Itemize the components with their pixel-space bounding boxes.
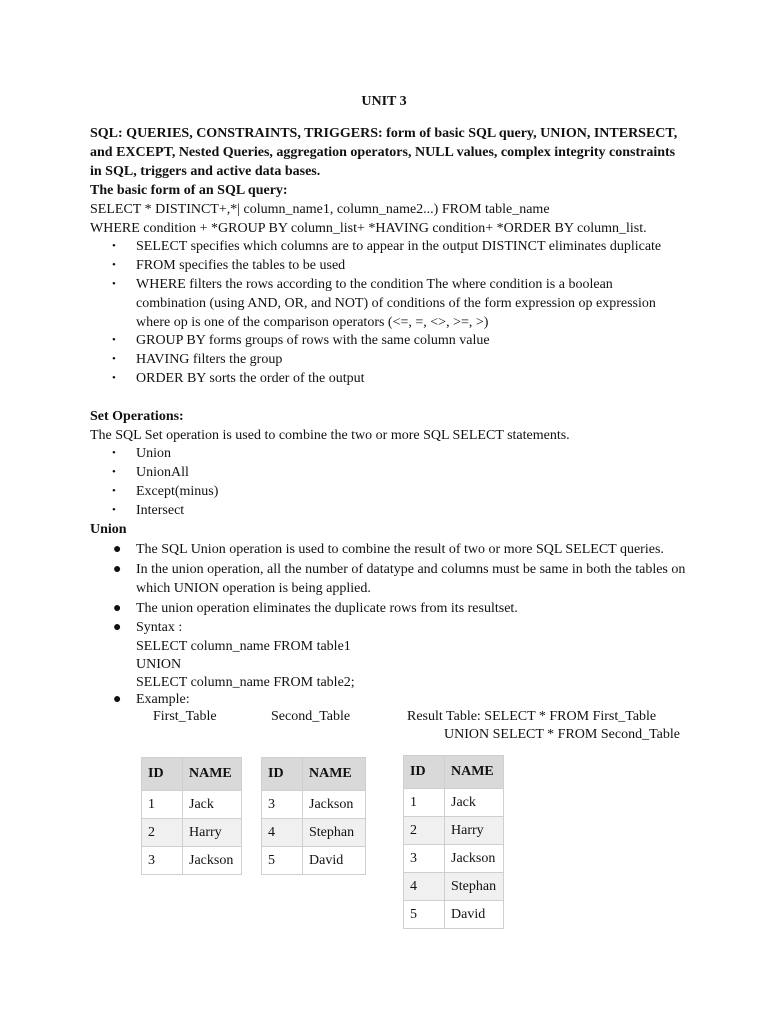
column-header-id: ID — [142, 758, 183, 791]
cell-name: Harry — [183, 819, 242, 847]
table-row — [142, 847, 242, 875]
bullet-select: SELECT specifies which columns are to appear in the output DISTINCT eliminates duplicate — [136, 239, 662, 254]
cell-name: Stephan — [445, 873, 504, 901]
bullet-glyph: ● — [113, 562, 122, 577]
set-op-union: Union — [136, 446, 171, 461]
union-heading: Union — [90, 522, 127, 537]
table-row — [404, 817, 504, 845]
column-header-id: ID — [262, 758, 303, 791]
first-table — [141, 757, 242, 875]
cell-id: 3 — [142, 847, 183, 875]
table-row — [262, 847, 366, 875]
cell-id: 3 — [262, 791, 303, 819]
table-row — [404, 845, 504, 873]
cell-name: David — [445, 901, 504, 929]
bullet-glyph: • — [112, 372, 116, 384]
column-header-name: NAME — [183, 758, 242, 791]
bullet-glyph: • — [112, 485, 116, 497]
bullet-glyph: • — [112, 447, 116, 459]
bullet-where-line-3: where op is one of the comparison operators (<=, =, <>, >=, >) — [136, 315, 489, 330]
bullet-glyph: • — [112, 334, 116, 346]
cell-id: 5 — [404, 901, 445, 929]
bullet-glyph: • — [112, 466, 116, 478]
union-bullet-1: The SQL Union operation is used to combine the result of two or more SQL SELECT queries. — [136, 542, 664, 557]
syntax-line-1: SELECT column_name FROM table1 — [136, 639, 351, 654]
union-bullet-2-line-1: In the union operation, all the number of datatype and columns must be same in both the tables on — [136, 562, 686, 577]
bullet-glyph: • — [112, 278, 116, 290]
result-table-label-line-1: Result Table: SELECT * FROM First_Table — [407, 709, 657, 724]
union-bullet-3: The union operation eliminates the duplicate rows from its resultset. — [136, 601, 518, 616]
table-row — [262, 791, 366, 819]
union-bullet-2-line-2: which UNION operation is being applied. — [136, 581, 371, 596]
second-table-label: Second_Table — [271, 709, 351, 724]
unit-title: UNIT 3 — [361, 94, 407, 109]
cell-id: 3 — [404, 845, 445, 873]
bullet-group-by: GROUP BY forms groups of rows with the same column value — [136, 333, 490, 348]
result-table-label-line-2: UNION SELECT * FROM Second_Table — [444, 727, 680, 742]
table-row — [404, 873, 504, 901]
set-op-union-all: UnionAll — [136, 465, 189, 480]
heading-line-3: in SQL, triggers and active data bases. — [90, 164, 321, 179]
cell-name: Jack — [445, 789, 504, 817]
set-op-except: Except(minus) — [136, 484, 219, 499]
cell-name: Jackson — [183, 847, 242, 875]
heading-line-1: SQL: QUERIES, CONSTRAINTS, TRIGGERS: form of basic SQL query, UNION, INTERSECT, — [90, 126, 678, 141]
cell-name: Jack — [183, 791, 242, 819]
column-header-id: ID — [404, 756, 445, 789]
result-table — [403, 755, 504, 929]
cell-name: David — [303, 847, 366, 875]
bullet-glyph: • — [112, 259, 116, 271]
bullet-glyph: ● — [113, 692, 122, 707]
cell-id: 4 — [404, 873, 445, 901]
set-operations-heading: Set Operations: — [90, 409, 184, 424]
cell-id: 1 — [404, 789, 445, 817]
cell-id: 1 — [142, 791, 183, 819]
cell-name: Harry — [445, 817, 504, 845]
set-operations-intro: The SQL Set operation is used to combine the two or more SQL SELECT statements. — [90, 428, 570, 443]
cell-id: 2 — [404, 817, 445, 845]
heading-line-2: and EXCEPT, Nested Queries, aggregation operators, NULL values, complex integrity constraints — [90, 145, 676, 160]
table-row — [142, 791, 242, 819]
syntax-line-3: SELECT column_name FROM table2; — [136, 675, 355, 690]
bullet-where-line-2: combination (using AND, OR, and NOT) of conditions of the form expression op expression — [136, 296, 656, 311]
bullet-order-by: ORDER BY sorts the order of the output — [136, 371, 365, 386]
table-row — [404, 789, 504, 817]
column-header-name: NAME — [303, 758, 366, 791]
bullet-glyph: ● — [113, 601, 122, 616]
cell-id: 2 — [142, 819, 183, 847]
cell-name: Jackson — [445, 845, 504, 873]
cell-id: 4 — [262, 819, 303, 847]
column-header-name: NAME — [445, 756, 504, 789]
table-row — [142, 819, 242, 847]
bullet-where-line-1: WHERE filters the rows according to the condition The where condition is a boolean — [136, 277, 613, 292]
basic-form-heading: The basic form of an SQL query: — [90, 183, 288, 198]
bullet-glyph: • — [112, 353, 116, 365]
bullet-having: HAVING filters the group — [136, 352, 283, 367]
bullet-glyph: • — [112, 240, 116, 252]
second-table — [261, 757, 366, 875]
example-label: Example: — [136, 692, 190, 707]
set-op-intersect: Intersect — [136, 503, 185, 518]
basic-form-line-2: WHERE condition + *GROUP BY column_list+ *HAVING condition+ *ORDER BY column_list. — [90, 221, 647, 236]
syntax-line-2: UNION — [136, 657, 182, 672]
basic-form-line-1: SELECT * DISTINCT+,*| column_name1, column_name2...) FROM table_name — [90, 202, 550, 217]
cell-id: 5 — [262, 847, 303, 875]
bullet-glyph: ● — [113, 620, 122, 635]
bullet-from: FROM specifies the tables to be used — [136, 258, 346, 273]
first-table-label: First_Table — [153, 709, 217, 724]
table-row — [262, 819, 366, 847]
cell-name: Stephan — [303, 819, 366, 847]
bullet-glyph: ● — [113, 542, 122, 557]
table-row — [404, 901, 504, 929]
bullet-glyph: • — [112, 504, 116, 516]
syntax-label: Syntax : — [136, 620, 183, 635]
cell-name: Jackson — [303, 791, 366, 819]
